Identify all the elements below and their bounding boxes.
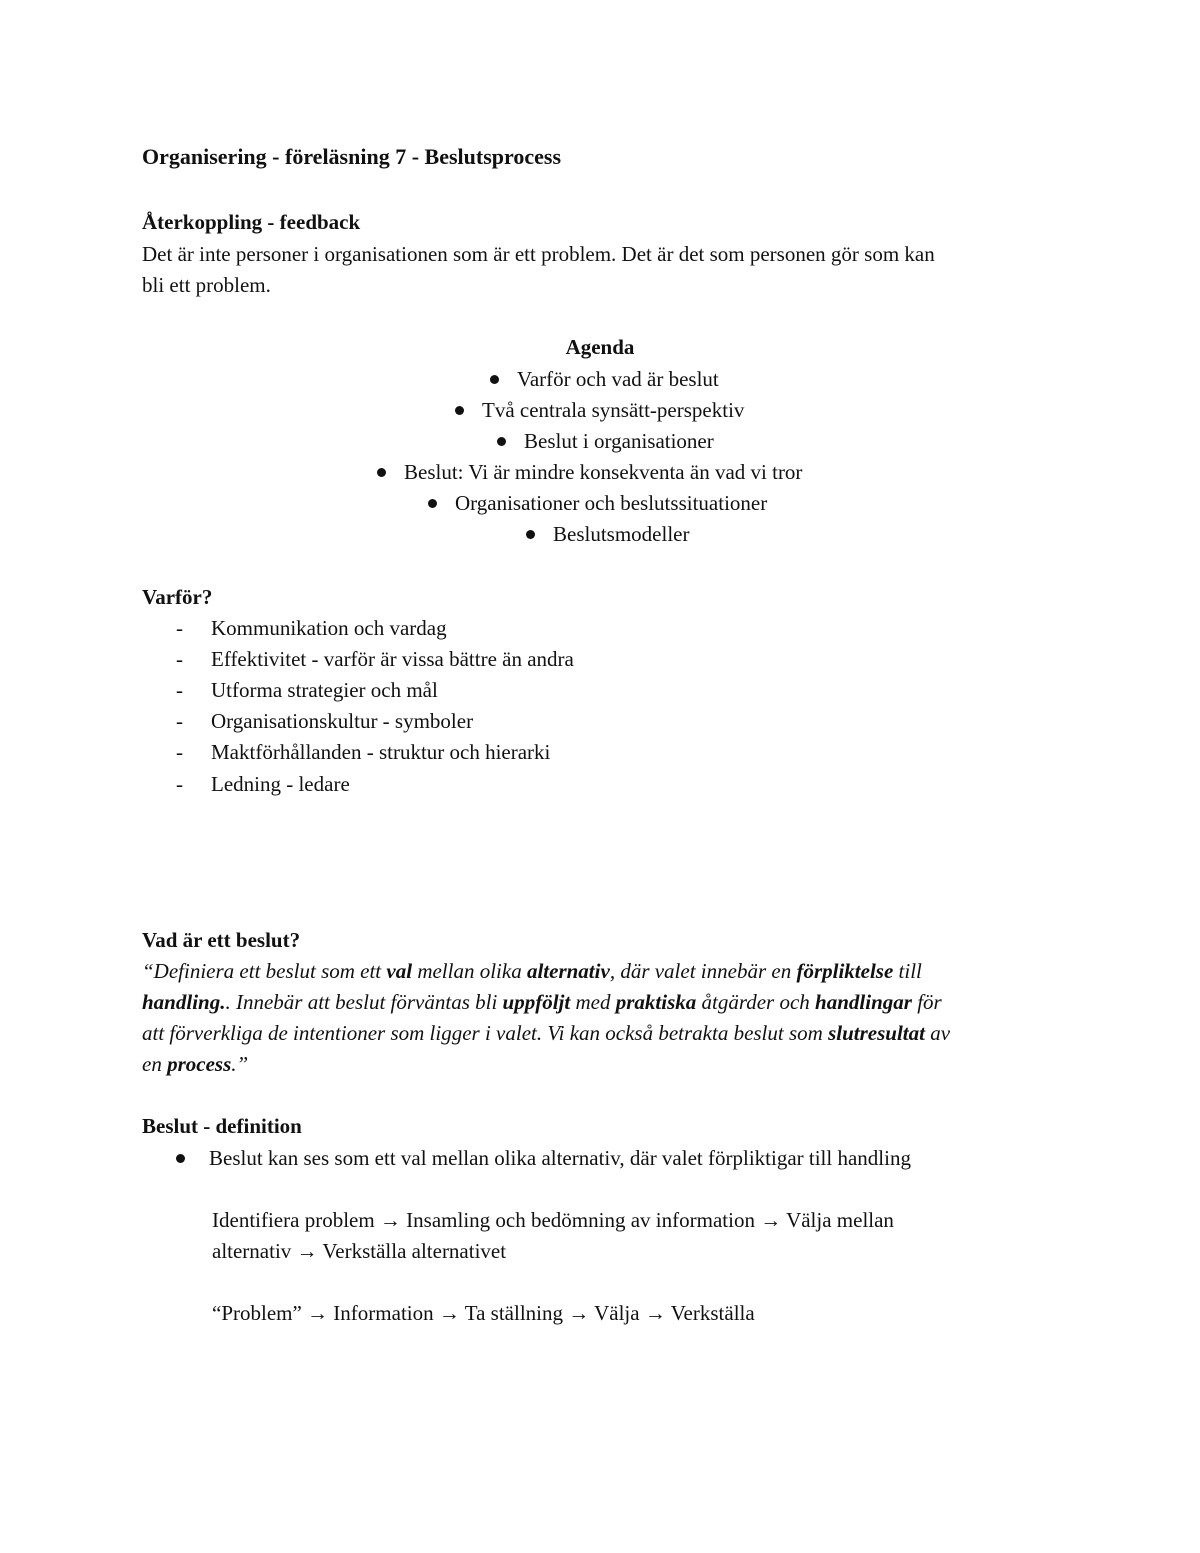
- quote-line: [142, 1051, 248, 1077]
- agenda-item-label: Varför och vad är beslut: [517, 367, 719, 391]
- quote-text: , där valet innebär en: [609, 959, 797, 983]
- flow-line: Identifiera problem → Insamling och bedömning av information → Välja mellan: [212, 1208, 894, 1232]
- list-item: [176, 646, 574, 672]
- quote-text: .”: [231, 1052, 249, 1076]
- list-item-label: Organisationskultur - symboler: [211, 709, 474, 733]
- quote-emphasis: .: [220, 990, 226, 1014]
- quote-text: . Innebär att beslut förväntas bli: [225, 990, 503, 1014]
- agenda-item: [497, 428, 714, 454]
- agenda-item-label: Beslut: Vi är mindre konsekventa än vad vi tror: [404, 460, 803, 484]
- dash-marker: -: [176, 647, 183, 671]
- quote-text: till: [893, 959, 922, 983]
- quote-text: “Definiera ett beslut som ett: [142, 959, 387, 983]
- paragraph-line: Det är inte personer i organisationen som är ett problem. Det är det som personen gör som kan: [142, 242, 935, 266]
- quote-emphasis: praktiska: [615, 990, 697, 1014]
- paragraph-line: bli ett problem.: [142, 273, 271, 297]
- quote-text: med: [570, 990, 616, 1014]
- quote-line: [142, 1020, 950, 1046]
- quote-text: en: [142, 1052, 168, 1076]
- agenda-item-label: Beslut i organisationer: [524, 429, 714, 453]
- dash-marker: -: [176, 678, 183, 702]
- quote-text: åtgärder och: [696, 990, 816, 1014]
- quote-emphasis: val: [386, 959, 413, 983]
- bullet-icon: [526, 530, 535, 539]
- dash-marker: -: [176, 709, 183, 733]
- list-item-label: Beslut kan ses som ett val mellan olika alternativ, där valet förpliktigar till handling: [209, 1146, 911, 1170]
- quote-line: [142, 989, 942, 1015]
- flow-line: alternativ → Verkställa alternativet: [212, 1239, 507, 1263]
- quote-text: att förverkliga de intentioner som ligger i valet. Vi kan också betrakta beslut som: [142, 1021, 829, 1045]
- quote-text: av: [924, 1021, 951, 1045]
- section-heading-aterkoppling: Återkoppling - feedback: [142, 210, 361, 234]
- agenda-item: [428, 490, 767, 516]
- bullet-icon: [490, 375, 499, 384]
- quote-emphasis: process: [167, 1052, 232, 1076]
- list-item-label: Kommunikation och vardag: [211, 616, 447, 640]
- agenda-item: [455, 397, 744, 423]
- quote-line: [142, 958, 922, 984]
- list-item-label: Ledning - ledare: [211, 772, 350, 796]
- list-item-label: Effektivitet - varför är vissa bättre än andra: [211, 647, 574, 671]
- page-title: Organisering - föreläsning 7 - Beslutsprocess: [142, 144, 562, 169]
- quote-emphasis: handlingar: [815, 990, 912, 1014]
- quote-emphasis: förpliktelse: [796, 959, 894, 983]
- agenda-heading: Agenda: [565, 335, 635, 359]
- flow-line: “Problem” → Information → Ta ställning → Välja → Verkställa: [212, 1301, 755, 1325]
- bullet-icon: [428, 499, 437, 508]
- agenda-item: [526, 521, 689, 547]
- agenda-item-label: Organisationer och beslutssituationer: [455, 491, 768, 515]
- section-heading-vad-ar-beslut: Vad är ett beslut?: [142, 928, 301, 952]
- agenda-item-label: Beslutsmodeller: [553, 522, 690, 546]
- section-heading-beslut-definition: Beslut - definition: [142, 1114, 302, 1138]
- section-heading-varfor: Varför?: [142, 585, 213, 609]
- quote-emphasis: uppföljt: [502, 990, 571, 1014]
- agenda-item-label: Två centrala synsätt-perspektiv: [482, 398, 745, 422]
- bullet-icon: [497, 437, 506, 446]
- quote-text: mellan olika: [412, 959, 527, 983]
- dash-marker: -: [176, 772, 183, 796]
- bullet-icon: [377, 468, 386, 477]
- bullet-icon: [455, 406, 464, 415]
- quote-emphasis: slutresultat: [828, 1021, 925, 1045]
- quote-emphasis: alternativ: [526, 959, 610, 983]
- agenda-item: [490, 366, 719, 392]
- bullet-icon: [176, 1154, 185, 1163]
- list-item: [176, 1145, 911, 1171]
- agenda-item: [377, 459, 802, 485]
- list-item-label: Maktförhållanden - struktur och hierarki: [211, 740, 551, 764]
- dash-marker: -: [176, 616, 183, 640]
- list-item: [176, 708, 473, 734]
- list-item-label: Utforma strategier och mål: [211, 678, 438, 702]
- list-item: [176, 677, 438, 703]
- list-item: [176, 771, 350, 797]
- list-item: [176, 615, 447, 641]
- dash-marker: -: [176, 740, 183, 764]
- quote-text: för: [911, 990, 942, 1014]
- list-item: [176, 739, 550, 765]
- quote-emphasis: handling: [142, 990, 221, 1014]
